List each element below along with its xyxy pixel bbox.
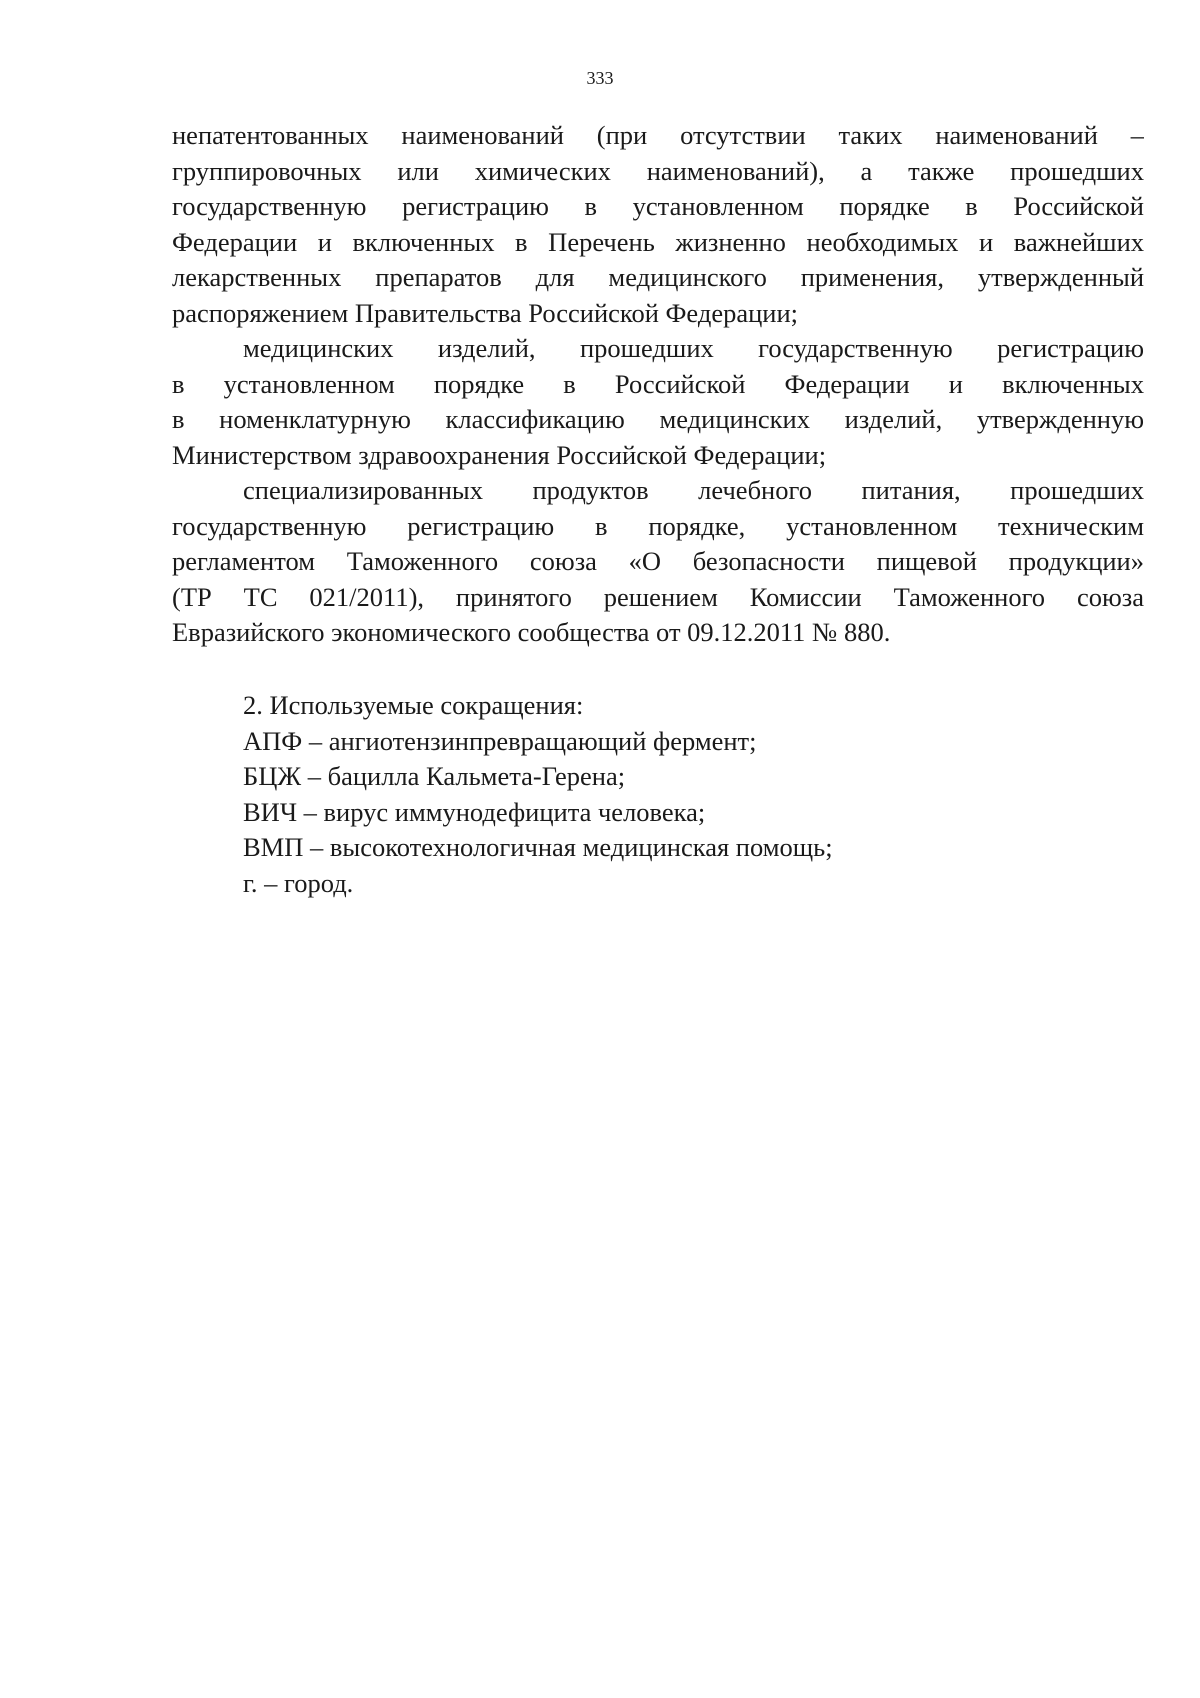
abbreviation-item: г. – город. (243, 867, 354, 898)
main-text-block (172, 118, 1144, 651)
abbreviation-item: БЦЖ – бацилла Кальмета-Герена; (243, 761, 626, 791)
text-line: Министерством здравоохранения Российской Федерации; (172, 439, 827, 470)
text-line: непатентованных наименований (при отсутствии таких наименований – (172, 120, 1144, 150)
text-line: Федерации и включенных в Перечень жизненно необходимых и важнейших (172, 226, 1144, 257)
text-line: в установленном порядке в Российской Федерации и включенных (172, 368, 1144, 399)
text-line: группировочных или химических наименований), а также прошедших (172, 155, 1144, 186)
text-line: в номенклатурную классификацию медицинских изделий, утвержденную (172, 404, 1144, 434)
text-line: специализированных продуктов лечебного питания, прошедших (243, 475, 1144, 505)
text-line: государственную регистрацию в порядке, установленном техническим (172, 510, 1144, 541)
text-line: медицинских изделий, прошедших государственную регистрацию (243, 333, 1144, 363)
text-line: распоряжением Правительства Российской Федерации; (172, 297, 799, 328)
text-line: Евразийского экономического сообщества от 09.12.2011 № 880. (172, 617, 891, 647)
abbreviation-item: ВМП – высокотехнологичная медицинская помощь; (243, 832, 833, 862)
abbreviation-item: АПФ – ангиотензинпревращающий фермент; (243, 725, 757, 756)
text-line: (ТР ТС 021/2011), принятого решением Комиссии Таможенного союза (172, 581, 1144, 612)
page-number: 333 (586, 68, 614, 88)
text-line: государственную регистрацию в установленном порядке в Российской (172, 191, 1144, 221)
abbreviations-section (172, 688, 1144, 901)
text-line: лекарственных препаратов для медицинского применения, утвержденный (172, 262, 1144, 292)
abbreviations-heading: 2. Используемые сокращения: (243, 690, 584, 720)
text-line: регламентом Таможенного союза «О безопасности пищевой продукции» (172, 546, 1144, 576)
abbreviation-item: ВИЧ – вирус иммунодефицита человека; (243, 796, 706, 827)
